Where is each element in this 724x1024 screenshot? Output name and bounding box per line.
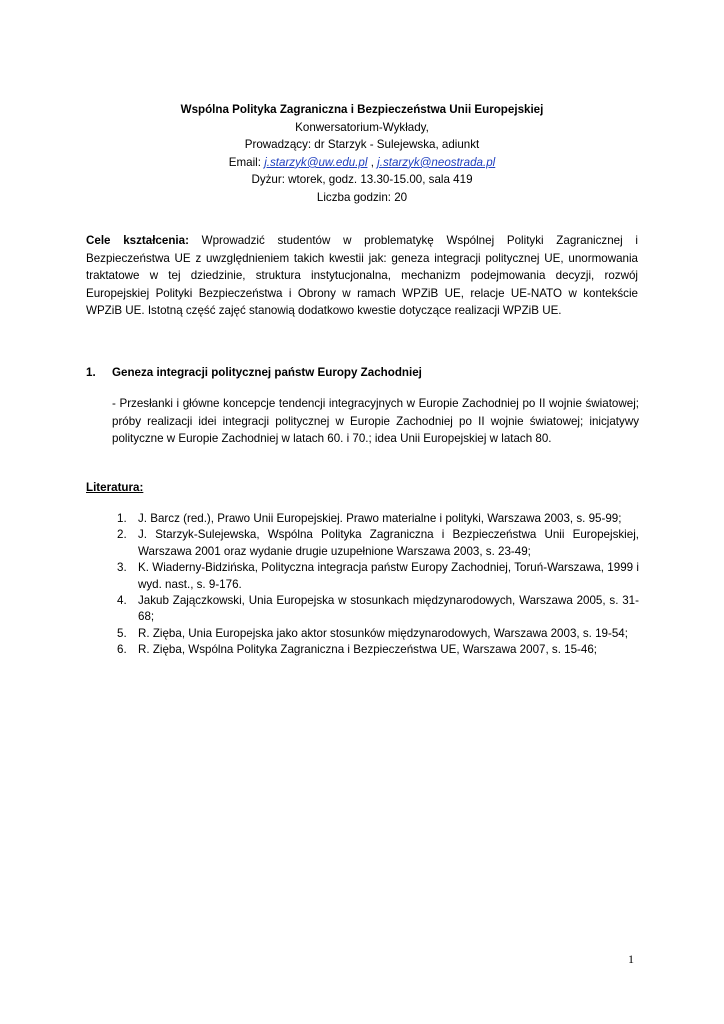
list-item-text: J. Starzyk-Sulejewska, Wspólna Polityka Zagraniczna i Bezpieczeństwa Unii Europejskiej, Warszawa 2001 oraz wydanie drugie uzupełnione Warszawa 2003, s. 23-49; xyxy=(138,528,639,558)
list-item-number: 6. xyxy=(117,643,127,657)
email-line xyxy=(86,154,638,172)
list-item xyxy=(112,626,639,642)
list-item-number: 4. xyxy=(117,594,127,608)
page-number: 1 xyxy=(628,952,634,966)
office-hours: Dyżur: wtorek, godz. 13.30-15.00, sala 419 xyxy=(251,173,473,187)
list-item-text: J. Barcz (red.), Prawo Unii Europejskiej. Prawo materialne i polityki, Warszawa 2003, s. 95-99; xyxy=(138,512,622,525)
document-header xyxy=(86,101,638,207)
list-item-number: 1. xyxy=(117,512,127,525)
list-item xyxy=(112,593,639,626)
literature-list xyxy=(112,511,639,659)
list-item-text: R. Zięba, Unia Europejska jako aktor stosunków międzynarodowych, Warszawa 2003, s. 19-54; xyxy=(138,626,628,640)
section-title: Geneza integracji politycznej państw Europy Zachodniej xyxy=(112,366,422,379)
email-label: Email: xyxy=(228,155,265,169)
list-item-number: 3. xyxy=(117,561,127,575)
goals-lead: Cele kształcenia: xyxy=(86,234,189,247)
course-title: Wspólna Polityka Zagraniczna i Bezpieczeństwa Unii Europejskiej xyxy=(180,103,544,116)
course-hours: Liczba godzin: 20 xyxy=(316,190,408,204)
section-heading xyxy=(86,364,638,382)
goals-text: Wprowadzić studentów w problematykę Wspólnej Polityki Zagranicznej i Bezpieczeństwa UE z uwzględnieniem takich kwestii jak: geneza integracji politycznej UE, unormowania traktatowe w tej dziedzinie, struktura instytucjonalna, mechanizm podejmowania decyzji, rozwój Europejskiej Polityki Bezpieczeństwa i Obrony w ramach WPZiB UE, relacje UE-NATO w kontekście WPZiB UE. Istotną część zajęć stanowią dodatkowo kwestie dotyczące realizacji WPZiB UE. xyxy=(86,234,638,318)
list-item xyxy=(112,560,639,593)
learning-goals xyxy=(86,232,638,320)
email-separator: , xyxy=(367,155,378,169)
list-item xyxy=(112,642,639,658)
email-link-neostrada[interactable]: j.starzyk@neostrada.pl xyxy=(377,155,496,169)
lecturer-line: Prowadzący: dr Starzyk - Sulejewska, adiunkt xyxy=(244,138,480,152)
list-item-text: Jakub Zajączkowski, Unia Europejska w stosunkach międzynarodowych, Warszawa 2005, s. 31-68; xyxy=(138,594,639,624)
section-body: - Przesłanki i główne koncepcje tendencji integracyjnych w Europie Zachodniej po II wojnie światowej; próby realizacji idei integracji politycznej w Europie Zachodniej po II wojnie światowej; inicjatywy polityczne w Europie Zachodniej w latach 60. i 70.; idea Unii Europejskiej w latach 80. xyxy=(112,397,639,446)
list-item xyxy=(112,511,639,527)
list-item xyxy=(112,527,639,560)
list-item-number: 5. xyxy=(117,626,127,640)
literature-heading: Literatura: xyxy=(86,481,144,494)
list-item-text: R. Zięba, Wspólna Polityka Zagraniczna i Bezpieczeństwa UE, Warszawa 2007, s. 15-46; xyxy=(138,643,598,657)
list-item-number: 2. xyxy=(117,528,127,542)
list-item-text: K. Wiaderny-Bidzińska, Polityczna integracja państw Europy Zachodniej, Toruń-Warszawa, 1999 i wyd. nast., s. 9-176. xyxy=(138,561,639,591)
course-subtitle: Konwersatorium-Wykłady, xyxy=(295,120,429,134)
email-link-uw[interactable]: j.starzyk@uw.edu.pl xyxy=(264,155,368,169)
section-number: 1. xyxy=(86,366,96,379)
